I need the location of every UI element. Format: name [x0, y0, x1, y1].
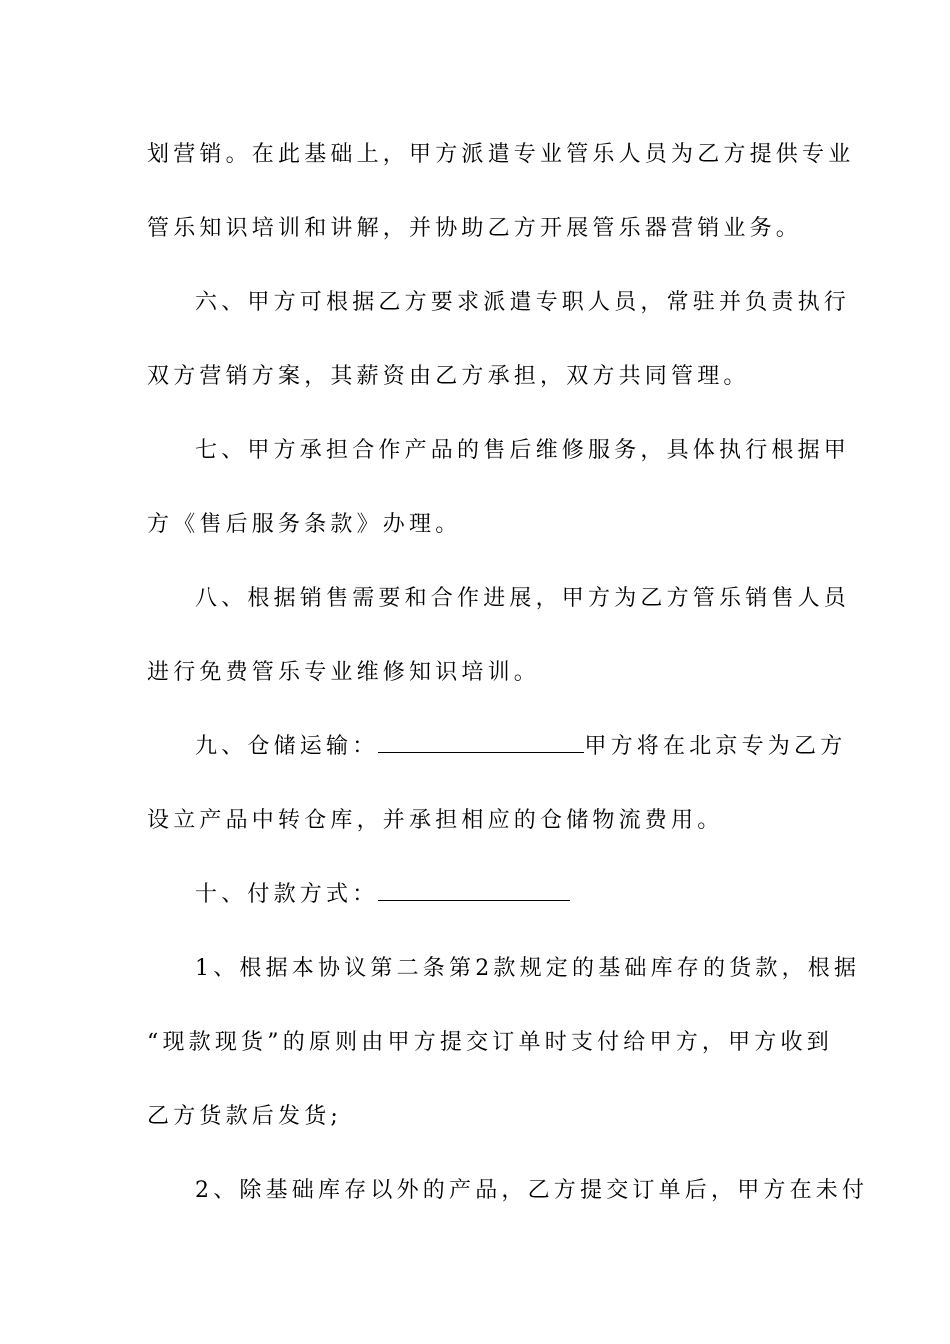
paragraph-line: “现款现货”的原则由甲方提交订单时支付给甲方，甲方收到: [147, 1030, 833, 1055]
paragraph-line: 进行免费管乐专业维修知识培训。: [147, 660, 541, 685]
paragraph-line: 乙方货款后发货;: [147, 1104, 343, 1129]
fill-in-blank[interactable]: [378, 878, 570, 901]
paragraph-line: 1、根据本协议第二条第2款规定的基础库存的货款，根据: [195, 956, 861, 981]
paragraph-line: 划营销。在此基础上，甲方派遣专业管乐人员为乙方提供专业: [147, 142, 855, 167]
fill-in-blank[interactable]: [378, 730, 584, 753]
paragraph-line: 六、甲方可根据乙方要求派遣专职人员，常驻并负责执行: [195, 290, 851, 315]
paragraph-line: 方《售后服务条款》办理。: [147, 512, 462, 537]
paragraph-line: 七、甲方承担合作产品的售后维修服务，具体执行根据甲: [195, 438, 851, 463]
paragraph-line: 2、除基础库存以外的产品，乙方提交订单后，甲方在未付: [195, 1178, 869, 1203]
clause-label: 十、付款方式：: [195, 882, 379, 907]
paragraph-line: 管乐知识培训和讲解，并协助乙方开展管乐器营销业务。: [147, 216, 803, 241]
clause-text: 甲方将在北京专为乙方: [584, 734, 847, 759]
paragraph-line-with-blank: [195, 727, 847, 767]
paragraph-line: 八、根据销售需要和合作进展，甲方为乙方管乐销售人员: [195, 586, 851, 611]
paragraph-line: 双方营销方案，其薪资由乙方承担，双方共同管理。: [147, 364, 750, 389]
paragraph-line-with-blank: [195, 875, 803, 915]
clause-label: 九、仓储运输：: [195, 734, 379, 759]
paragraph-line: 设立产品中转仓库，并承担相应的仓储物流费用。: [147, 808, 724, 833]
